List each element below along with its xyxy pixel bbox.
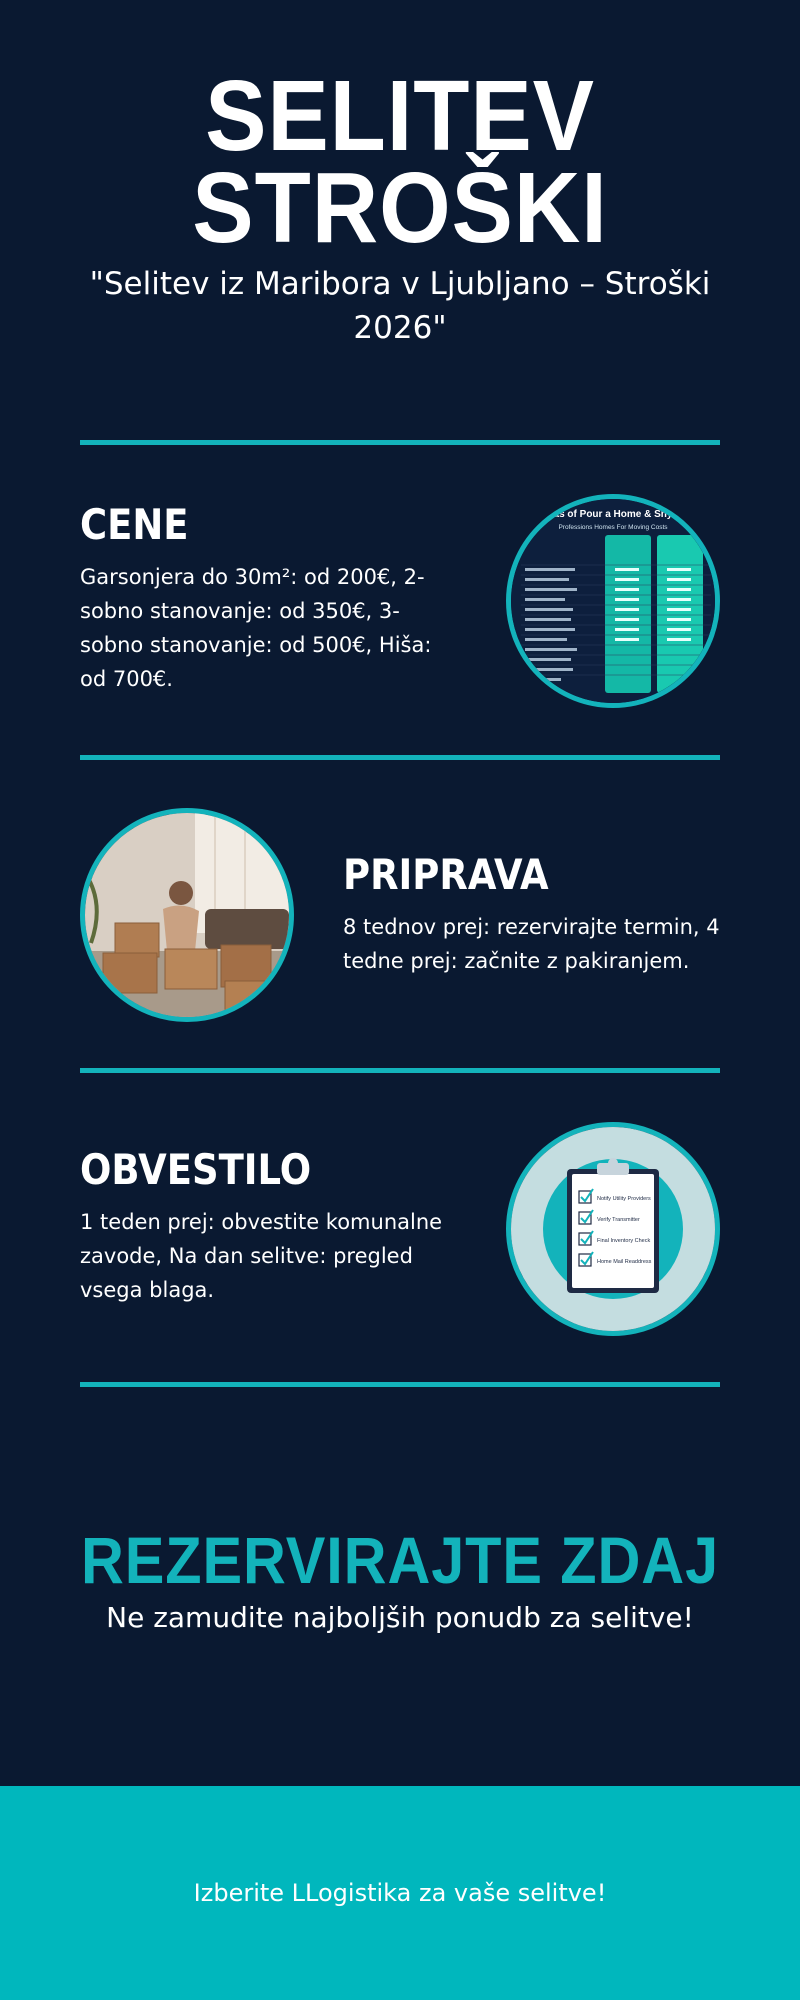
section-text-prices: Garsonjera do 30m²: od 200€, 2-sobno stanovanje: od 350€, 3-sobno stanovanje: od 500€, Hiša: od 700€. bbox=[80, 565, 432, 691]
cost-table-graphic bbox=[511, 499, 715, 703]
cost-table-title: …as of Pour a Home & Shy… bbox=[543, 509, 683, 520]
checklist-item-1: Notify Utility Providers bbox=[597, 1196, 651, 1202]
cost-table-image bbox=[506, 494, 720, 708]
packing-boxes-illustration bbox=[85, 813, 289, 1017]
cost-table-subtitle: Professions Homes For Moving Costs bbox=[558, 524, 668, 531]
page-title-line-2: STROŠKI bbox=[192, 152, 608, 264]
page-title-line-1: SELITEV bbox=[205, 60, 595, 172]
checklist-item-3: Final Inventory Check bbox=[597, 1238, 651, 1244]
checklist-item-2: Verify Transmitter bbox=[597, 1217, 640, 1223]
divider bbox=[80, 1068, 720, 1073]
section-heading-preparation: PRIPRAVA bbox=[343, 850, 549, 899]
packing-boxes-photo bbox=[80, 808, 294, 1022]
section-text-preparation: 8 tednov prej: rezervirajte termin, 4 tedne prej: začnite z pakiranjem. bbox=[343, 915, 720, 973]
checklist-image bbox=[506, 1122, 720, 1336]
divider bbox=[80, 1382, 720, 1387]
checklist-item-4: Home Mail Readdress bbox=[597, 1259, 652, 1265]
section-text-notice: 1 teden prej: obvestite komunalne zavode, Na dan selitve: pregled vsega blaga. bbox=[80, 1210, 443, 1302]
divider bbox=[80, 755, 720, 760]
footer-banner bbox=[0, 1786, 800, 2000]
cta-subtitle: Ne zamudite najboljših ponudb za selitve! bbox=[106, 1601, 694, 1634]
section-heading-notice: OBVESTILO bbox=[80, 1145, 312, 1194]
checklist-clipboard-icon bbox=[511, 1127, 715, 1331]
footer-text: Izberite LLogistika za vaše selitve! bbox=[193, 1879, 607, 1907]
section-heading-prices: CENE bbox=[80, 500, 189, 549]
cta-title: REZERVIRAJTE ZDAJ bbox=[80, 1523, 720, 1597]
divider bbox=[80, 440, 720, 445]
page-subtitle: "Selitev iz Maribora v Ljubljano – Stroški 2026" bbox=[89, 266, 711, 346]
page-title bbox=[32, 60, 768, 264]
